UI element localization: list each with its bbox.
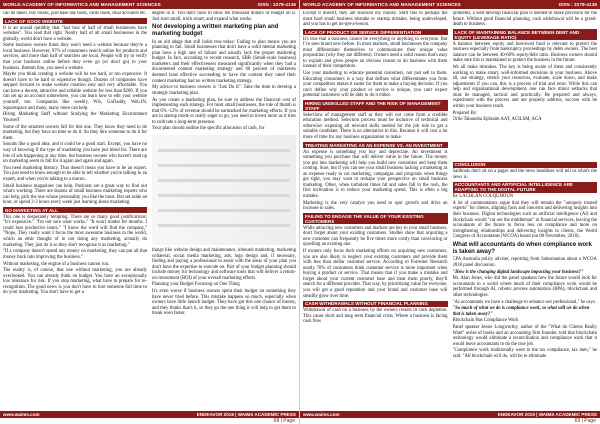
paragraph: My advice to business owners is "Just Do It". Take the time to develop a strategic marketing plan. (152, 85, 296, 96)
paragraph: If owners only focus their marketing efforts on acquiring new customers, you are also likely to neglect your existing customers and provide them with less than stellar customer service. According to Forrester Research nearly 70% of consumers think customer service is more important when buying a product or service. That means that if you make a mistake and forget about your current customer base and treat them poorly, they'll search for a different provider. That way, by prioritizing value for everyone, you will get a good reputation and your brand and customer base will steadily grow over time. (303, 249, 448, 299)
paragraph: Mr. Alan Jones, who did the panel speakers how the future would look for accountants in a world where much of their compliance work would be performed through AI, robotic process automation (RPA), blockchain and other technologies. (452, 276, 597, 298)
column-1 (3, 11, 147, 409)
footer-issue: ENDEAVOR 2019 | WAIMS ACADEMIC PRESS (497, 412, 597, 417)
paragraph: Except it doesn't, they are shocked my money. Shift this to perhaps the most hard small business mistake or startup mistake, being undeveloped, and you has to get no-get-a-lesson. (303, 11, 448, 28)
page-header (300, 0, 600, 9)
paragraph: degree in it. You don't have to blow ten thousand dollars of budget on it. Just start small, track smart, and expand what works. (152, 11, 296, 22)
paragraph: In an old adage that still holds true today: Failing to plan means you are planning to fail. Small businesses that don't have a solid mental marketing plan have a high rate of failure and usually lack the proper marketing budget. In fact, according to recent research, SBB (Small-scale business) marketers and their effectiveness measured significantly when they had a documented content marketing strategy and 60 percent of marketers deemed least effective succeeding to have the content they rated their content marketing had no written marketing strategy. (152, 39, 296, 84)
paragraph: This one is desperately tempting. There are so many good justifications: "It's expensive." "I'm not sure what works." "It won't matter for months. I could lose productive hours." "I know the word will find the company," "Nope, They really want I focus the most awesome business in the world, which an ethic thought of in not doing any marketing, actually do marketing. They just do it so they don't recognize it as marketing." (3, 214, 147, 248)
paragraph: "If a company doesn't spend any money on marketing, they can put all that money back into improving the business." (3, 249, 147, 260)
figure-line (158, 224, 290, 227)
paragraph: A lot of commentators argue that they will remain the "uniquely trusted experts" for clients, aligning facts and concerns and delivering insights into their business. Digital technologies such as artificial intelligence (AI) and blockchain would "cut out the middleman" in financial services, leaving the accountants of the future to focus less on compliance and more on strengthening relationships and delivering insights to clients, the World Congress of Accountants (WCOA) heard (on 08 November, 2018). (452, 200, 597, 240)
section-heading: LACK OF GOOD WEBSITE (3, 18, 147, 24)
column-2 (152, 11, 296, 409)
paragraph: It's even worse if business owners spent their budget on something they have never tried before. This mistake happens so much, especially when owners have little launch budget. They have got this one chance of money, and they thinks that's it, so they go the one thing it will help to get them to break even faster. (152, 289, 296, 317)
footer-site[interactable]: www.waims.com (3, 412, 40, 417)
section-heading: HIRING UNSKILLED STAFF AND THE RISK OF MANAGEMENT STAFF (303, 100, 448, 111)
journal-name: WORLD ACADEMY OF INFORMATICS AND MANAGEMENT SCIENCES (3, 2, 161, 7)
paragraph: It is an unsaid quiddity that "last loss of half of small businesses have websites". You read that right. Nearly half of all small businesses in the globally, world don't have a website. (3, 25, 147, 42)
page-footer (300, 411, 600, 424)
paragraph: Selections of management staff as they will not come from a credible education method. Selection process must be inclusive of technical and otherwise: exposing all relevant skills needed for the job role to get a suitable candidate. There is no alternative to this. Because it will cost a lot more of time for any business organization to make. (303, 112, 448, 141)
paragraph: Marketing is the very catalyst you need to spur growth and drive an increase in sales. (303, 200, 448, 212)
paragraph: It's true that a business cannot be everything or anything to everyone. But I've seen brand new before. In most markets, small businesses the company must differentiate themselves to communicate their unique value proposition (why they are different). Owners need a solid reason that's easy to explain and gives people an obvious reason to do business with them instead of their competitors. (303, 36, 448, 70)
subheading: Not developing a written marketing plan and marketing budget (152, 24, 279, 37)
figure-line (158, 194, 290, 197)
figure-line (158, 149, 290, 152)
paragraph: Use your marketing to educate potential customers, not just sell to them. Educating consumers is a way that defines what differentiates you from your competitors makes it easier for them to make a buying decision. If you can't define why your product or service is unique, you can't expect potential customers will be able to do it either. (303, 71, 448, 99)
footer-site[interactable]: www.waims.com (303, 412, 340, 417)
paragraph: can be taken, buy books, purchase day book, cards book, final accounts etc. (3, 11, 147, 16)
column-1 (303, 11, 448, 409)
paragraph: "Compliance work traditionally went to the tax compliance, tax men," he said. "All blockchain will do, will be to eliminate (452, 348, 597, 359)
footer-bar (0, 411, 299, 418)
paragraph: CPA Australia policy adviser, reporting from Salesmanian about a WCOA 2018 panel discussion. (452, 257, 597, 268)
figure-placeholder (152, 135, 296, 245)
paragraph: The reality is, of course, that one without marketing, you are already overlooked. You can already think on budget. You have an exceptionally low tolerance for risk. If you stop marketing, what have to prepare for re-recognition. The good news is you don't have to hire someone full time to do your marketing. You don't have to get a (3, 268, 147, 296)
paragraph: Panel speaker Jessie Longworthy, author of the "What do Clients Really Want" series of books and an accounting firm founder, told that blockchain technology would eliminate a reconciliation and compliance work that it would leave accountants to do the true job. (452, 325, 597, 347)
quote-heading: "How is the changing digital landscape impacting your business?" (452, 269, 584, 275)
subheading: What will accountants do when compliance work is taken away? (452, 241, 592, 255)
spacer (453, 124, 598, 160)
paragraph: Your plan should outline the specific allocation of cash, for (152, 126, 265, 132)
paragraph: While attracting new customers and markets are key to your small business, don't forget about your existing customers. Studies show that acquiring a new customer can frequently be five times more costly than convincing or upselling an existing one. (303, 225, 448, 248)
section-heading: NO MARKETING AT ALL (3, 207, 147, 213)
paragraph: Without marketing, the engine of a business cannot run. (3, 261, 110, 267)
footer-issue: ENDEAVOR 2019 | WAIMS ACADEMIC PRESS (196, 412, 296, 417)
paragraph: Some business owners think they won't need a website because they're a local business. However, 97% of consumers search online for products and services, and more than half of searches are local. People will try to verify that your business online before they even go (or don't go) to your business. Bottom line, you need a website. (3, 43, 147, 71)
page-header (0, 0, 299, 9)
paragraph: problems, a well develop financial plan is needed to make provision for the future. Without good financial planning, cash withdrawal will be a grand-death to business. (452, 11, 597, 28)
paragraph: Withdrawal of cash on a business by the owners results in cash depletion. This cause short and long term financial crisis. Where a business is facing cash flow (303, 308, 448, 325)
section-heading: LACK OF PRODUCT OR SERVICE DIFFERENTIATION (303, 29, 448, 35)
paragraph: Prepared By: (452, 110, 478, 116)
paragraph: Orilo Tabanoba Ephraim AAT, ACILSM, ACA (452, 117, 542, 123)
section-heading: TREATING MARKETING AS AN EXPENSE VS. AN INVESTMENT (303, 142, 448, 148)
paragraph: An expense is something you buy and depreciate. An investment is something you purchase that will deliver value in the future. The money you put into marketing will help you build new customers and keep them coming. Sure, but if you can see your small business lacking a marketing as an expense ready to cut marketing, campaigns and programs when things get tight, you may want to reshape your perspective on small business marketing. Other, when turbulent times hit and sales fall in the rush, the first inclination is to reduce your marketing spend. This is often a big mistake. (303, 149, 448, 199)
paragraph: We all make mistakes. The key is being aware of them and consistently working to make smart, well-informed decisions in your business. Above all, use strategy, stretch your resources, evaluate, scale down, and make adjustments if you can, this is a process of trial and error. While this can help and organizational development, one can face minor setbacks that must be managed, tactical and practically. Be prepared and always, experiment with the process and are properly address, success with be within your business reach. (452, 65, 597, 109)
paragraph: Hiring Marketing Staff without Studying the Marketing Environment Yourself (3, 112, 147, 123)
figure-line (158, 209, 290, 212)
paragraph: A balance between equity and borrowed fund is relevant to protect the business especially from bankruptcy proceedings by debts owners. The best balance can be between 40-60% equity/debt ratio. Business owners should make sure this is maintained to protect the business in the future. (452, 41, 597, 64)
section-heading: CASH WITHDRAWALS WITHOUT FINANCIAL PLANNING (303, 301, 448, 307)
paragraph: As you create a marketing plan, be sure to address the financial cost of implementing each strategy. For most small businesses, the rule of thumb is that 6% -12% of revenue should be earmarked for marketing efforts. If you are in startup mode or really eager to go, you need to invest more as it tries to cultivate a long-term presence. (152, 97, 296, 125)
footer-bar (300, 411, 600, 418)
paragraph: Sounds like a good idea, and it could be a good start. Except, you have no way of knowing if the type of marketing you have just hired for. There are lots of ads happening at any time, but business owners who haven't read up on marketing seem to fall for it again and again and again. (3, 142, 147, 165)
paragraph: Small business magazines can help. Podcasts are a great way to find out what's working. There are dozens of small business marketing experts who can help, pick the one whose personality you like the most. But set aside an hour, or spend 2-3 hours every week just learning about marketing. (3, 183, 147, 206)
section-heading: FAILING TO ENGAGE THE VALUE OF YOUR EXISTING CUSTOMERS (303, 213, 448, 224)
paragraph: Some of the smartest owners fall for this one. They know they need to do marketing, but they have no time to do it. So they hire someone to do it for them. (3, 124, 147, 141)
text-columns (303, 11, 597, 409)
paragraph: things like website design and maintenance, inbound marketing, marketing collateral, social media marketing, ads, logo design and, if necessary, finding and paying a professional to assist with the areas of your plan you don't have the expertise to execute on. Part of your budget planning should include money for technology and software tools that will deliver a return-on-investment (ROI) of your overall marketing efforts. (152, 248, 296, 281)
issn: ISSN : 2278-4136 (257, 2, 296, 7)
issn: ISSN : 2278-4136 (558, 2, 597, 7)
paragraph: Maybe you think creating a website will be too hard, or too expensive. It doesn't have to be hard or expensive though. Dozens of companies have stepped forward to make website creation easy and very affordable. You can have a decent, attractive and reliable website for less than $200. If you can set up an account somewhere, you can learn how to edit your website yourself, too. Companies like weebly, Wix, GoDaddy, Web.IN, Squarespace and many, many more can help. (3, 72, 147, 111)
column-2 (453, 11, 598, 409)
paragraph: By LACHLAN COLQUHOUN (452, 194, 514, 200)
text-columns (3, 11, 296, 409)
paragraph: Planning your Budget Focusing on One Thing (152, 282, 240, 288)
section-heading: ACCOUNTANTS AND ARTIFICIAL INTELLIGENCE ARE ADAPTING TO THE DIGITAL FUTURE (453, 182, 598, 193)
paragraph: "As accountants we have a challenge to enhance our professional," he says. (452, 299, 596, 305)
page-footer (0, 411, 299, 424)
quote-heading: "So much of what we do is compliance work, so what will we do when that is taken away?" (452, 306, 590, 317)
paragraph: Blockchain Has Compliance Work (452, 318, 519, 324)
paragraph: Sailboats don't sit on a pages and the news headlines will tell us what's the news is. (452, 169, 597, 180)
figure-line (158, 179, 290, 182)
section-heading: LACK OF MAINTAINING BALANCE BETWEEN DEBT AND EQUITY (LEVERAGE RATIO) (453, 29, 598, 40)
section-heading: CONCLUSION (453, 162, 598, 168)
figure-line (158, 164, 290, 167)
paragraph: You need marketing literacy. That doesn't mean you have to be an expert. You just need to know enough to be able to tell whether you're talking to an expert, and when you're talking to a moron. (3, 165, 147, 182)
right-page (300, 0, 600, 424)
page-number: 69 | Page (574, 418, 596, 424)
page-number: 68 | Page (273, 418, 295, 424)
journal-name: WORLD ACADEMY OF INFORMATICS AND MANAGEMENT SCIENCES (303, 2, 461, 7)
